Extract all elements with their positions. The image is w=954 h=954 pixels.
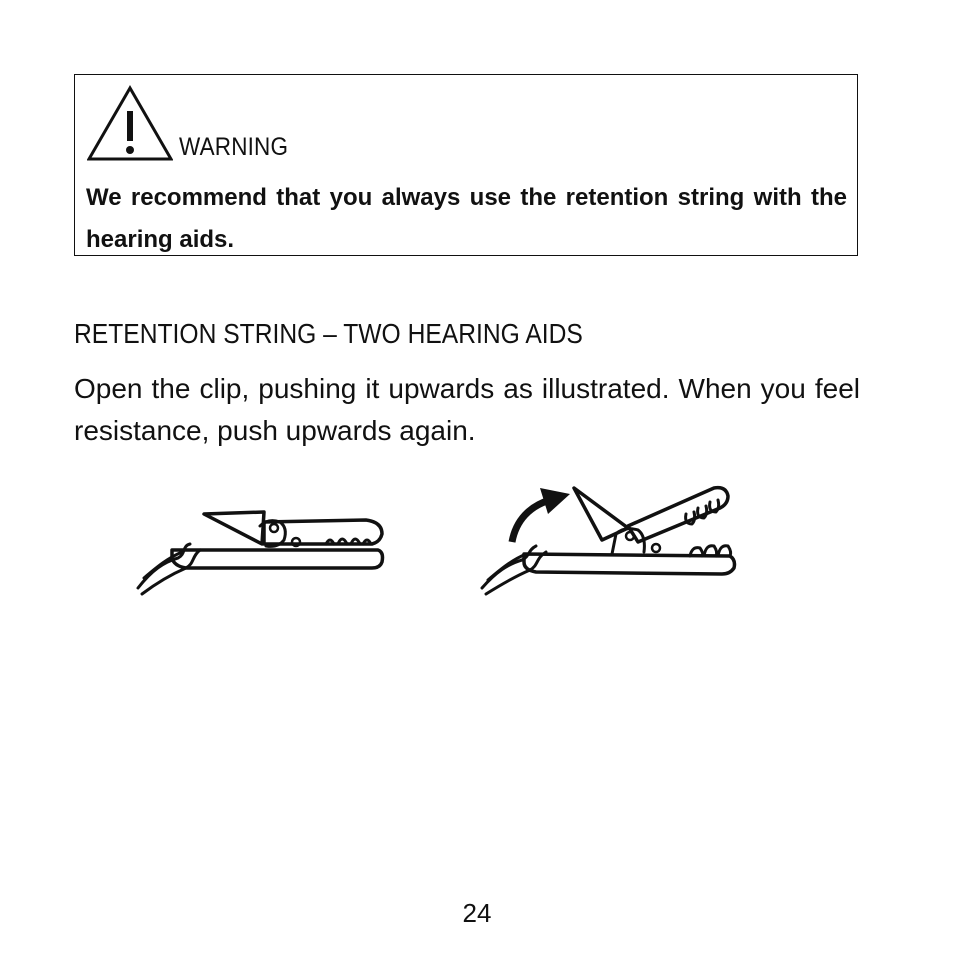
clip-open-illustration bbox=[478, 470, 748, 600]
section-heading: RETENTION STRING – TWO HEARING AIDS bbox=[74, 318, 583, 349]
instruction-text: Open the clip, pushing it upwards as illustrated. When you feel resistance, push upwards again. bbox=[74, 373, 860, 446]
warning-text: We recommend that you always use the retention string with the hearing aids. bbox=[86, 184, 847, 253]
curved-up-arrow-icon bbox=[512, 488, 570, 542]
clip-closed-illustration bbox=[134, 470, 394, 600]
warning-title: WARNING bbox=[179, 133, 289, 161]
warning-triangle-icon bbox=[87, 85, 173, 163]
warning-box bbox=[74, 74, 858, 256]
page-number: 24 bbox=[462, 898, 492, 928]
